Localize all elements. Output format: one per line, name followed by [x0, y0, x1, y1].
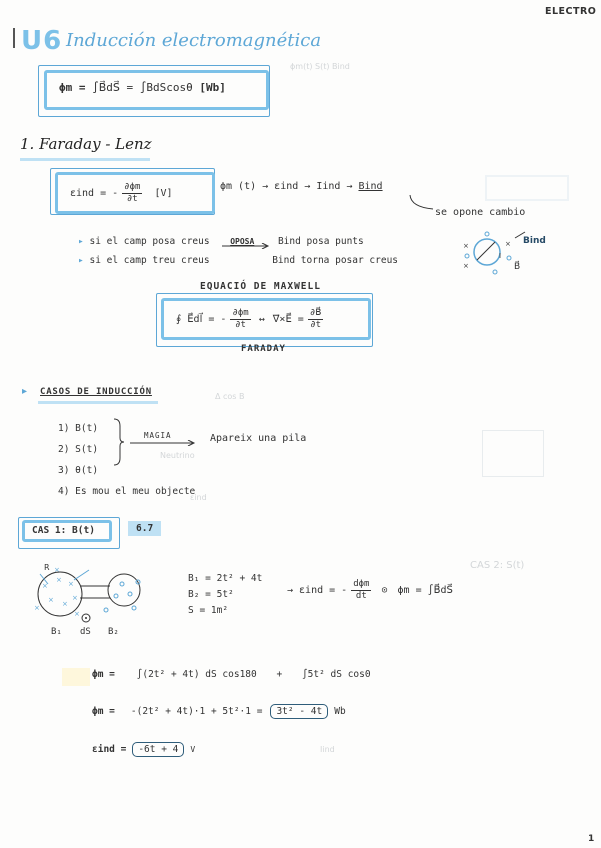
svg-text:×: × [54, 566, 60, 574]
svg-text:×: × [72, 594, 78, 602]
rule-1-right: Bind posa punts [277, 236, 364, 247]
lenz-rules [78, 232, 398, 270]
maxwell-arrow: ↔ [258, 313, 265, 325]
work-line-3 [92, 742, 195, 757]
maxwell-box [161, 298, 371, 340]
svg-text:×: × [68, 580, 74, 588]
diagram-i-label: I [499, 252, 502, 260]
cas1-label: CAS 1: B(t) [22, 520, 112, 542]
maxwell-frame [156, 293, 373, 347]
maxwell-footer: FARADAY [241, 344, 286, 354]
dumbbell-figure [34, 562, 144, 632]
rule-2-right: Bind torna posar creus [272, 255, 399, 266]
magia-label: MAGIA [144, 431, 172, 440]
casos-underline [38, 401, 158, 404]
svg-text:×: × [505, 240, 511, 248]
rule-2-left: si el camp treu creus [89, 255, 210, 266]
oposa-arrow [222, 243, 272, 249]
casos-item: 1) B(t) [58, 423, 99, 434]
line2-lhs: ϕm = [92, 706, 115, 717]
unit-badge: U6 [21, 26, 63, 56]
opposes-note: se opone cambio [435, 207, 526, 218]
faraday-equation-box [55, 172, 215, 214]
ghost-text-5: εind [190, 493, 207, 502]
maxwell-eq1-fraction [230, 308, 250, 331]
flux-unit: [Wb] [199, 81, 226, 94]
rule-1-left: si el camp posa creus [89, 236, 210, 247]
line1-plus: + [276, 669, 283, 680]
fig-label-r: R [44, 563, 50, 572]
induction-chain [220, 181, 383, 192]
page-title: Inducción electromagnética [66, 30, 322, 51]
casos-item: 3) θ(t) [58, 465, 99, 476]
casos-bullet: ▸ [22, 386, 28, 397]
line2-expression: -(2t² + 4t)·1 + 5t²·1 = [130, 706, 263, 717]
work-line-1 [92, 669, 371, 680]
flux-expression: ∫B⃗dS⃗ = ∫BdScosθ [92, 81, 193, 94]
emf-fraction [122, 182, 142, 205]
magia-arrow [130, 440, 198, 446]
casos-list [58, 418, 195, 502]
emf-lhs: εind = - [70, 187, 119, 199]
ghost-box-2 [482, 430, 544, 477]
maxwell-eq2-num: ∂B⃗ [309, 307, 322, 318]
page-number: 1 [588, 834, 595, 844]
svg-text:×: × [463, 262, 469, 270]
maxwell-eq1-lhs: ∮ E⃗dl⃗ = - [176, 313, 227, 325]
diagram-bind-label: Bind [523, 236, 546, 246]
casos-item: 2) S(t) [58, 444, 99, 455]
svg-text:×: × [463, 242, 469, 250]
emf-numerator: ∂ϕm [124, 181, 141, 192]
svg-text:×: × [74, 610, 80, 618]
maxwell-title: EQUACIÓ DE MAXWELL [200, 281, 321, 292]
ghost-text-4: CAS 2: S(t) [470, 560, 525, 571]
maxwell-eq2-fraction [308, 308, 324, 331]
svg-text:×: × [42, 582, 48, 590]
chain-text: ϕm (t) → εind → Iind → [220, 181, 353, 192]
cas1-emf-lhs: → εind = - [287, 585, 348, 596]
faraday-heading: 1. Faraday - Lenz [20, 135, 152, 153]
fig-label-ds: dS [80, 627, 91, 637]
rule-2 [78, 251, 398, 270]
cas1-emf [287, 579, 453, 602]
given-b2: B₂ = 5t² [188, 589, 234, 600]
subject-tag: ELECTRO [545, 6, 597, 17]
line2-unit: Wb [334, 706, 346, 717]
margin-line [13, 28, 15, 48]
cas1-frame [18, 517, 120, 549]
bullet-arrow: ▸ [78, 255, 84, 266]
line3-unit: V [190, 745, 196, 754]
svg-text:×: × [62, 600, 68, 608]
casos-brace [112, 418, 126, 466]
bind-label: Bind [358, 181, 383, 192]
rule-1-mid: OPOSA [230, 237, 255, 246]
cas1-flux-rhs: ϕm = ∫B⃗dS⃗ [397, 585, 453, 596]
cas1-emf-fraction [351, 579, 371, 602]
ghost-text-6: Iind [320, 745, 335, 754]
line3-result: -6t + 4 [132, 742, 184, 757]
maxwell-eq2-lhs: ∇⃗×E⃗ = [272, 313, 304, 325]
faraday-equation-frame [50, 168, 215, 215]
ghost-text-3: Neutrino [160, 451, 195, 460]
diagram-b-label: B⃗ [514, 262, 521, 272]
fig-label-b2: B₂ [108, 627, 119, 637]
line1-integral-b: ∫5t² dS cos0 [301, 669, 371, 680]
maxwell-eq1-den: ∂t [235, 319, 246, 330]
casos-item: 4) Es mou el meu objecte [58, 486, 196, 497]
emf-denominator: ∂t [126, 193, 138, 204]
line1-highlight [62, 668, 90, 686]
flux-definition-box [44, 70, 269, 110]
ghost-text-1: ϕm(t) S(t) Bind [290, 62, 350, 71]
bullet-arrow: ▸ [78, 236, 84, 247]
fig-label-b1: B₁ [51, 627, 62, 637]
cas1-emf-den: dt [355, 591, 367, 601]
line1-integral-a: ∫(2t² + 4t) dS cos180 [136, 669, 257, 680]
circled-dot-icon: ⊙ [381, 585, 388, 596]
emf-unit: [V] [154, 187, 173, 199]
cas1-given [188, 571, 262, 619]
casos-heading: CASOS DE INDUCCIÓN [40, 387, 152, 397]
work-line-2 [92, 704, 346, 719]
ghost-box [485, 175, 569, 201]
line1-lhs: ϕm = [92, 669, 115, 680]
flux-definition-frame [38, 65, 270, 117]
flux-lhs: ϕm = [59, 81, 86, 94]
svg-text:×: × [48, 596, 54, 604]
cas1-emf-num: dϕm [353, 579, 370, 589]
casos-result: Apareix una pila [210, 433, 307, 444]
svg-text:×: × [56, 576, 62, 584]
ghost-text-2: Δ cos B [215, 392, 245, 401]
maxwell-eq2-den: ∂t [310, 319, 322, 330]
svg-text:×: × [34, 604, 40, 612]
cas1-reference: 6.7 [128, 521, 161, 536]
heading-underline [20, 158, 150, 161]
given-b1: B₁ = 2t² + 4t [188, 573, 263, 584]
given-s: S = 1m² [188, 605, 229, 616]
maxwell-eq1-num: ∂ϕm [232, 307, 249, 318]
line3-lhs: εind = [92, 744, 127, 755]
line2-result: 3t² - 4t [270, 704, 328, 719]
